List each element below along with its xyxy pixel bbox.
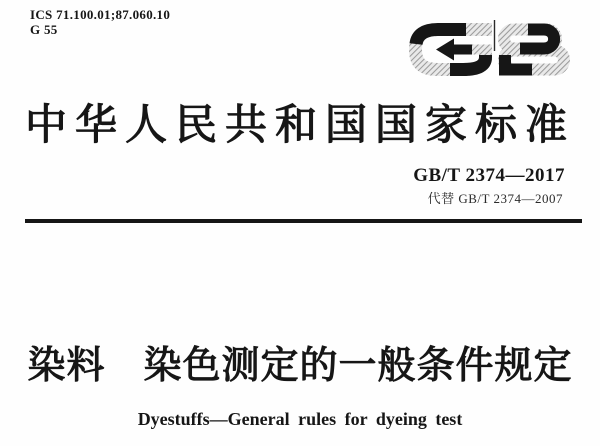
header-divider-rule [25,219,582,223]
national-standard-heading: 中华人民共和国国家标准 [25,100,576,149]
document-title-cn-part2: 染色测定的一般条件规定 [143,343,573,387]
ics-classification [30,7,170,37]
gb-logo-icon [408,18,580,81]
replaced-standard-note: 代替 GB/T 2374—2007 [427,191,563,206]
ics-code-line: ICS 71.100.01;87.060.10 [30,7,171,22]
standard-number: GB/T 2374—2017 [413,165,565,186]
document-class-code: G 55 [30,22,58,37]
document-title-en: Dyestuffs—General rules for dyeing test [137,409,463,429]
document-title-cn-part1: 染料 [27,343,106,387]
document-title-cn [0,340,600,390]
gb-logo [408,18,580,81]
